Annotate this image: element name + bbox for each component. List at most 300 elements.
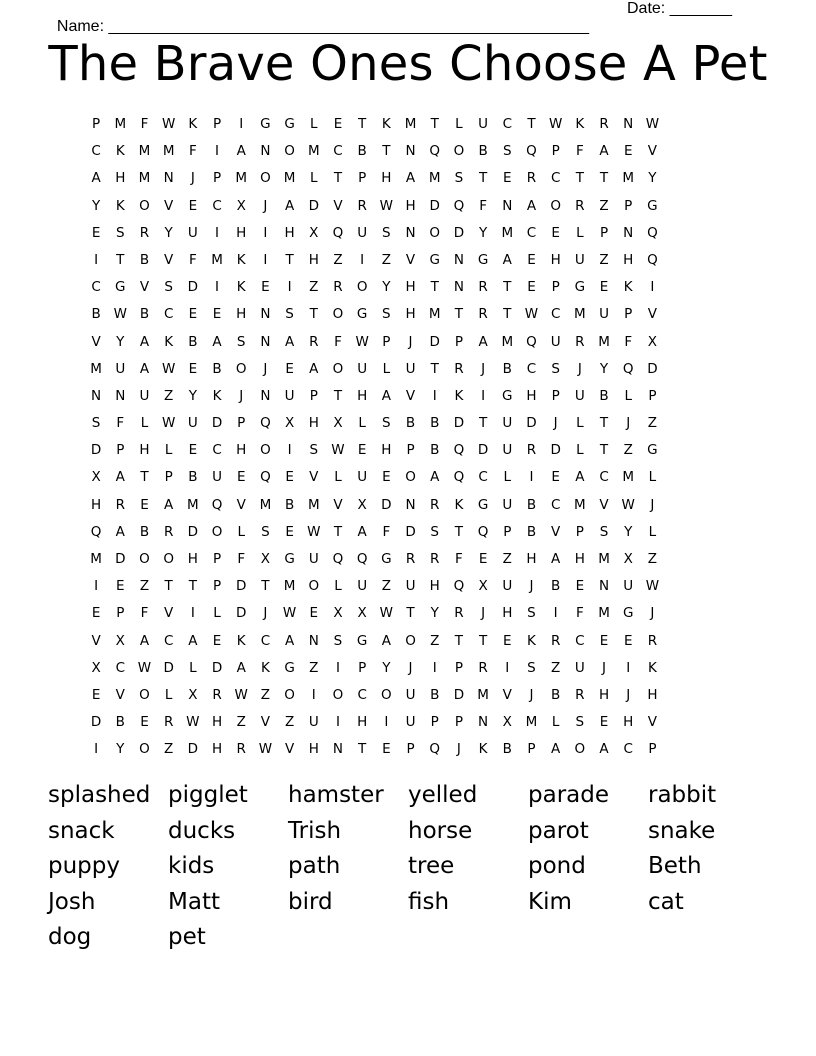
- grid-letter: X: [647, 333, 658, 350]
- grid-letter: L: [358, 415, 366, 432]
- grid-letter: V: [284, 741, 295, 758]
- word-bank-item: pond: [528, 853, 586, 879]
- grid-letter: D: [477, 442, 489, 459]
- grid-letter: A: [284, 333, 295, 350]
- grid-letter: U: [357, 469, 368, 486]
- grid-letter: O: [235, 360, 247, 377]
- grid-letter: G: [477, 496, 489, 513]
- grid-letter: C: [91, 143, 101, 160]
- grid-letter: Z: [599, 197, 609, 214]
- grid-letter: A: [188, 632, 198, 649]
- grid-letter: M: [283, 170, 296, 187]
- grid-letter: B: [430, 415, 440, 432]
- grid-letter: C: [212, 442, 222, 459]
- grid-letter: T: [575, 170, 584, 187]
- grid-letter: E: [309, 605, 319, 622]
- grid-letter: Z: [284, 714, 295, 731]
- grid-letter: H: [381, 170, 392, 187]
- grid-letter: T: [503, 279, 512, 296]
- grid-letter: M: [428, 170, 441, 187]
- grid-letter: G: [115, 279, 126, 296]
- grid-letter: T: [430, 279, 439, 296]
- grid-letter: D: [90, 442, 102, 459]
- grid-letter: X: [333, 605, 343, 622]
- grid-letter: F: [188, 251, 197, 268]
- grid-letter: B: [357, 143, 367, 160]
- grid-letter: R: [526, 442, 537, 459]
- grid-letter: T: [140, 469, 149, 486]
- word-bank-item: Kim: [528, 888, 572, 915]
- grid-letter: W: [161, 116, 176, 132]
- grid-letter: B: [115, 714, 125, 731]
- grid-letter: U: [574, 251, 585, 268]
- grid-letter: U: [405, 714, 416, 731]
- grid-letter: H: [550, 251, 561, 268]
- word-bank-item: cat: [648, 888, 684, 915]
- grid-letter: O: [139, 551, 150, 567]
- grid-letter: H: [211, 714, 223, 731]
- grid-letter: M: [138, 143, 151, 160]
- grid-letter: W: [355, 333, 369, 350]
- grid-letter: W: [258, 741, 273, 758]
- grid-letter: N: [502, 197, 513, 214]
- grid-letter: Y: [648, 170, 657, 187]
- grid-letter: P: [358, 659, 367, 676]
- grid-letter: P: [406, 741, 415, 758]
- grid-letter: H: [357, 714, 368, 731]
- grid-letter: P: [358, 170, 367, 187]
- grid-letter: Z: [381, 578, 391, 595]
- grid-letter: K: [212, 387, 222, 404]
- grid-letter: W: [137, 659, 152, 676]
- grid-letter: R: [236, 741, 246, 758]
- grid-letter: K: [381, 116, 391, 132]
- grid-letter: Q: [356, 551, 368, 567]
- grid-letter: V: [599, 496, 609, 513]
- grid-letter: R: [599, 116, 609, 132]
- grid-letter: V: [333, 197, 343, 214]
- grid-letter: B: [139, 306, 150, 323]
- grid-letter: C: [212, 197, 222, 214]
- grid-row: [84, 383, 732, 410]
- grid-letter: S: [333, 632, 343, 649]
- grid-letter: A: [164, 496, 174, 513]
- grid-letter: C: [333, 143, 343, 160]
- grid-letter: W: [645, 578, 660, 595]
- grid-letter: Q: [477, 523, 489, 540]
- grid-letter: T: [188, 578, 197, 595]
- grid-letter: X: [502, 714, 512, 731]
- word-bank-item: snack: [48, 817, 115, 844]
- grid-letter: D: [163, 659, 174, 676]
- grid-letter: T: [333, 387, 343, 404]
- grid-letter: N: [332, 741, 344, 758]
- grid-row: [84, 546, 732, 573]
- grid-letter: H: [574, 551, 585, 567]
- grid-letter: H: [381, 442, 392, 459]
- grid-letter: T: [164, 578, 173, 595]
- grid-letter: F: [116, 415, 125, 432]
- grid-letter: D: [550, 442, 561, 459]
- grid-letter: V: [647, 143, 658, 160]
- grid-letter: F: [575, 143, 584, 160]
- grid-letter: C: [550, 170, 561, 187]
- grid-letter: N: [405, 224, 416, 241]
- grid-letter: D: [115, 551, 126, 567]
- grid-letter: J: [529, 686, 534, 703]
- grid-letter: V: [164, 197, 174, 214]
- grid-letter: B: [502, 741, 512, 758]
- grid-letter: D: [308, 197, 319, 214]
- grid-letter: F: [237, 551, 246, 567]
- grid-letter: K: [527, 632, 536, 649]
- grid-letter: I: [311, 686, 316, 703]
- grid-letter: Z: [139, 578, 150, 595]
- grid-letter: F: [455, 551, 463, 567]
- grid-letter: N: [260, 143, 271, 160]
- grid-letter: Q: [526, 333, 537, 350]
- grid-letter: N: [260, 387, 271, 404]
- grid-letter: U: [212, 469, 222, 486]
- grid-letter: D: [236, 605, 247, 622]
- grid-letter: K: [647, 659, 657, 676]
- grid-letter: Q: [90, 523, 102, 540]
- grid-letter: C: [502, 116, 512, 132]
- grid-letter: P: [527, 741, 536, 758]
- grid-letter: M: [90, 360, 102, 377]
- grid-letter: V: [164, 251, 174, 268]
- grid-letter: A: [236, 659, 246, 676]
- grid-letter: R: [405, 551, 416, 567]
- grid-row: [84, 492, 732, 519]
- grid-letter: D: [429, 333, 440, 350]
- grid-letter: E: [575, 578, 585, 595]
- grid-letter: T: [358, 741, 367, 758]
- grid-letter: N: [308, 632, 319, 649]
- grid-letter: A: [575, 469, 585, 486]
- grid-letter: N: [478, 714, 489, 731]
- grid-letter: U: [187, 224, 198, 241]
- grid-letter: A: [139, 333, 150, 350]
- grid-letter: L: [576, 224, 584, 241]
- grid-letter: B: [405, 415, 416, 432]
- grid-letter: E: [478, 551, 488, 567]
- grid-letter: Q: [332, 224, 344, 241]
- grid-letter: X: [91, 659, 101, 676]
- grid-letter: U: [405, 360, 416, 377]
- grid-letter: X: [91, 469, 101, 486]
- grid-row: [84, 464, 732, 491]
- grid-letter: B: [430, 442, 440, 459]
- grid-letter: R: [430, 496, 440, 513]
- word-bank: [48, 778, 768, 956]
- grid-row: [84, 247, 732, 274]
- grid-letter: Z: [647, 551, 658, 567]
- grid-letter: R: [115, 496, 125, 513]
- grid-letter: H: [308, 415, 319, 432]
- grid-letter: D: [381, 496, 392, 513]
- grid-letter: M: [598, 605, 610, 622]
- grid-letter: M: [307, 496, 320, 513]
- grid-letter: G: [284, 116, 295, 132]
- grid-letter: J: [626, 415, 631, 432]
- grid-letter: R: [647, 632, 658, 649]
- grid-letter: S: [285, 306, 294, 323]
- grid-letter: P: [624, 306, 633, 323]
- grid-letter: Q: [526, 143, 537, 160]
- word-bank-item: Trish: [288, 817, 342, 844]
- grid-letter: W: [379, 197, 394, 214]
- grid-letter: C: [526, 360, 537, 377]
- grid-letter: D: [453, 415, 465, 432]
- grid-letter: Q: [453, 578, 465, 595]
- grid-letter: D: [405, 523, 416, 540]
- grid-letter: X: [115, 632, 125, 649]
- grid-letter: E: [140, 496, 149, 513]
- grid-letter: D: [187, 741, 199, 758]
- grid-letter: B: [599, 387, 609, 404]
- grid-row: [84, 138, 732, 165]
- grid-letter: U: [405, 686, 416, 703]
- grid-letter: G: [381, 551, 392, 567]
- grid-letter: E: [599, 714, 609, 731]
- grid-letter: M: [283, 578, 296, 595]
- word-bank-item: ducks: [168, 817, 236, 844]
- grid-row: [84, 301, 732, 328]
- grid-letter: Y: [430, 605, 439, 622]
- grid-letter: B: [526, 496, 537, 513]
- grid-letter: P: [454, 659, 463, 676]
- grid-letter: B: [139, 251, 150, 268]
- grid-letter: W: [234, 686, 248, 703]
- grid-letter: I: [626, 659, 631, 676]
- grid-letter: H: [526, 551, 537, 567]
- grid-letter: L: [503, 469, 512, 486]
- grid-letter: P: [212, 170, 222, 187]
- grid-letter: R: [575, 686, 585, 703]
- grid-letter: P: [382, 333, 391, 350]
- grid-letter: A: [502, 251, 512, 268]
- grid-letter: K: [260, 659, 270, 676]
- grid-letter: Z: [164, 387, 174, 404]
- grid-letter: B: [430, 686, 440, 703]
- grid-letter: H: [284, 224, 295, 241]
- grid-letter: T: [333, 523, 343, 540]
- grid-letter: M: [114, 116, 127, 132]
- grid-row: [84, 111, 732, 138]
- grid-letter: X: [284, 415, 295, 432]
- grid-letter: Z: [599, 251, 609, 268]
- grid-letter: E: [599, 632, 609, 649]
- grid-letter: N: [598, 578, 610, 595]
- grid-letter: V: [91, 333, 101, 350]
- grid-letter: P: [648, 741, 657, 758]
- grid-letter: I: [553, 605, 558, 622]
- word-bank-item: bird: [288, 888, 333, 915]
- grid-letter: O: [332, 360, 344, 377]
- grid-row: [84, 165, 732, 192]
- grid-letter: F: [188, 143, 197, 160]
- grid-letter: R: [575, 333, 585, 350]
- grid-letter: E: [188, 197, 198, 214]
- word-bank-item: splashed: [48, 782, 151, 808]
- grid-letter: O: [260, 442, 271, 459]
- grid-letter: T: [599, 415, 609, 432]
- grid-letter: E: [91, 686, 101, 703]
- grid-letter: A: [357, 523, 367, 540]
- grid-letter: R: [526, 170, 537, 187]
- grid-letter: C: [623, 741, 633, 758]
- grid-letter: W: [379, 605, 394, 622]
- grid-letter: L: [334, 469, 342, 486]
- grid-letter: U: [550, 333, 561, 350]
- grid-letter: G: [574, 279, 586, 296]
- grid-letter: I: [432, 387, 437, 404]
- grid-letter: Z: [309, 659, 319, 676]
- grid-letter: H: [623, 251, 634, 268]
- grid-letter: B: [188, 469, 198, 486]
- grid-letter: R: [478, 306, 488, 323]
- grid-letter: T: [478, 632, 488, 649]
- word-bank-item: parot: [528, 817, 589, 844]
- grid-letter: N: [453, 251, 464, 268]
- grid-letter: J: [456, 741, 461, 758]
- grid-letter: T: [454, 523, 464, 540]
- grid-letter: K: [115, 197, 125, 214]
- grid-letter: S: [261, 523, 270, 540]
- grid-letter: Y: [164, 224, 173, 241]
- grid-letter: E: [382, 469, 391, 486]
- grid-letter: X: [309, 224, 319, 241]
- grid-letter: U: [357, 360, 368, 377]
- grid-letter: P: [309, 387, 318, 404]
- grid-letter: L: [648, 523, 657, 540]
- grid-letter: C: [357, 686, 367, 703]
- grid-letter: F: [334, 333, 342, 350]
- grid-letter: Z: [164, 741, 174, 758]
- grid-row: [84, 437, 732, 464]
- grid-letter: R: [575, 197, 585, 214]
- grid-letter: G: [284, 659, 295, 676]
- grid-letter: G: [284, 551, 295, 567]
- grid-row: [84, 682, 732, 709]
- grid-letter: C: [260, 632, 271, 649]
- grid-letter: F: [140, 605, 149, 622]
- grid-letter: V: [164, 605, 174, 622]
- grid-letter: M: [598, 551, 610, 567]
- grid-letter: D: [453, 686, 465, 703]
- grid-letter: V: [260, 714, 271, 731]
- grid-letter: S: [309, 442, 319, 459]
- grid-letter: P: [575, 523, 584, 540]
- grid-letter: T: [478, 170, 488, 187]
- grid-letter: O: [574, 741, 586, 758]
- grid-letter: J: [408, 333, 413, 350]
- grid-letter: L: [189, 659, 197, 676]
- grid-letter: T: [406, 605, 415, 622]
- grid-letter: L: [213, 605, 221, 622]
- grid-letter: M: [501, 333, 514, 350]
- grid-letter: C: [599, 469, 609, 486]
- grid-letter: N: [163, 170, 174, 187]
- grid-letter: Y: [382, 279, 391, 296]
- grid-letter: E: [212, 306, 222, 323]
- grid-letter: Z: [309, 279, 319, 296]
- grid-row: [84, 600, 732, 627]
- word-bank-item: kids: [168, 853, 215, 879]
- grid-letter: W: [186, 714, 200, 731]
- grid-letter: Q: [260, 469, 271, 486]
- grid-letter: P: [212, 578, 222, 595]
- grid-letter: A: [430, 469, 440, 486]
- grid-letter: O: [332, 686, 344, 703]
- grid-letter: Q: [453, 469, 465, 486]
- grid-letter: A: [551, 741, 561, 758]
- grid-letter: U: [599, 306, 609, 323]
- grid-letter: B: [284, 496, 295, 513]
- grid-letter: O: [453, 143, 465, 160]
- grid-letter: F: [624, 333, 633, 350]
- grid-letter: B: [139, 523, 150, 540]
- grid-letter: R: [212, 686, 222, 703]
- grid-letter: A: [115, 523, 125, 540]
- grid-letter: Z: [623, 442, 633, 459]
- grid-letter: Q: [260, 415, 271, 432]
- grid-letter: A: [139, 632, 150, 649]
- grid-letter: N: [260, 306, 271, 323]
- grid-letter: O: [356, 279, 368, 296]
- grid-letter: V: [236, 496, 246, 513]
- grid-letter: S: [164, 279, 173, 296]
- grid-letter: X: [357, 605, 367, 622]
- grid-row: [84, 410, 732, 437]
- grid-letter: D: [187, 279, 199, 296]
- grid-letter: W: [161, 415, 176, 432]
- grid-letter: M: [307, 143, 320, 160]
- word-bank-item: puppy: [48, 853, 120, 879]
- grid-letter: D: [90, 714, 102, 731]
- grid-letter: V: [405, 387, 416, 404]
- grid-letter: U: [308, 714, 319, 731]
- grid-letter: S: [382, 306, 391, 323]
- grid-letter: H: [647, 686, 658, 703]
- grid-letter: Q: [429, 741, 441, 758]
- word-bank-item: Beth: [648, 853, 702, 879]
- grid-letter: T: [478, 415, 488, 432]
- grid-letter: P: [599, 224, 609, 241]
- grid-letter: T: [430, 360, 439, 377]
- grid-letter: W: [307, 523, 321, 540]
- grid-letter: A: [236, 143, 246, 160]
- grid-letter: C: [478, 469, 488, 486]
- grid-letter: N: [405, 496, 416, 513]
- grid-letter: L: [334, 578, 342, 595]
- grid-letter: M: [574, 306, 586, 323]
- grid-letter: T: [285, 251, 294, 268]
- grid-letter: U: [502, 415, 513, 432]
- grid-letter: I: [287, 442, 292, 459]
- grid-letter: C: [550, 306, 561, 323]
- grid-letter: W: [331, 442, 345, 459]
- grid-letter: P: [164, 469, 173, 486]
- word-bank-item: hamster: [288, 782, 384, 808]
- grid-letter: L: [164, 686, 173, 703]
- grid-letter: E: [212, 632, 222, 649]
- grid-letter: N: [405, 143, 416, 160]
- grid-letter: W: [113, 306, 127, 323]
- grid-letter: C: [526, 224, 537, 241]
- grid-letter: E: [91, 224, 101, 241]
